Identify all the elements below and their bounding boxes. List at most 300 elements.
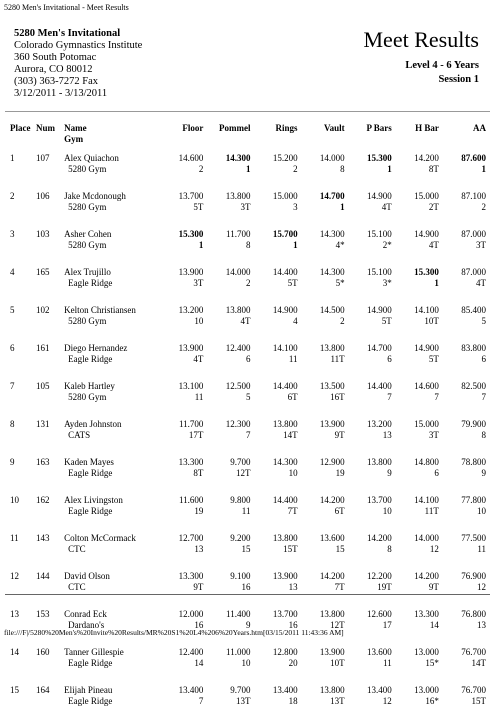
pbars-rank: 3* <box>382 278 392 288</box>
vault-score: 14.200 <box>319 495 345 505</box>
pommel-cell <box>203 229 250 267</box>
rings-score: 13.400 <box>272 685 298 695</box>
pbars-cell <box>345 381 392 419</box>
name-cell <box>64 267 156 305</box>
vault-score: 12.900 <box>319 457 345 467</box>
aa-rank: 15T <box>471 696 486 706</box>
table-row <box>10 267 486 305</box>
col-header-rings: Rings <box>275 123 298 133</box>
name-cell <box>64 457 156 495</box>
rings-score: 14.300 <box>272 457 298 467</box>
place-value: 13 <box>10 609 19 619</box>
vault-score: 13.800 <box>319 685 345 695</box>
athlete-name: Alex Trujillo <box>64 267 111 277</box>
col-header-floor: Floor <box>182 123 204 133</box>
pbars-cell <box>345 343 392 381</box>
vault-score: 14.200 <box>319 571 345 581</box>
floor-rank: 2 <box>198 164 204 174</box>
vault-cell <box>298 419 345 457</box>
floor-score: 14.600 <box>178 153 204 163</box>
pbars-cell <box>345 457 392 495</box>
aa-score: 79.900 <box>461 419 486 429</box>
division-label: Level 4 - 6 Years <box>405 60 479 71</box>
aa-score: 82.500 <box>461 381 486 391</box>
col-header-name <box>64 123 156 153</box>
vault-score: 14.500 <box>319 305 345 315</box>
athlete-gym: CTC <box>68 544 86 554</box>
athlete-name: Conrad Eck <box>64 609 107 619</box>
athlete-number: 107 <box>36 153 50 163</box>
place-cell <box>10 495 36 533</box>
pbars-score: 14.900 <box>367 191 392 201</box>
place-value: 5 <box>10 305 15 315</box>
hbar-cell <box>392 533 439 571</box>
place-value: 6 <box>10 343 15 353</box>
pbars-rank: 19T <box>377 582 392 592</box>
hbar-cell <box>392 191 439 229</box>
table-row <box>10 495 486 533</box>
aa-rank: 10 <box>477 506 486 516</box>
aa-rank: 4T <box>476 278 486 288</box>
pbars-score: 12.200 <box>367 571 392 581</box>
table-row <box>10 533 486 571</box>
window-title: 5280 Men's Invitational - Meet Results <box>4 3 129 12</box>
pbars-rank: 17 <box>382 620 392 630</box>
vault-rank: 6T <box>334 506 345 516</box>
hbar-score: 14.600 <box>414 381 439 391</box>
place-value: 15 <box>10 685 19 695</box>
hbar-score: 13.300 <box>414 609 439 619</box>
floor-score: 13.400 <box>178 685 204 695</box>
athlete-name: Alex Livingston <box>64 495 123 505</box>
pbars-rank: 4T <box>381 202 392 212</box>
place-value: 10 <box>10 495 19 505</box>
pommel-rank: 11 <box>241 506 251 516</box>
rings-score: 13.700 <box>272 609 298 619</box>
header-divider <box>5 111 490 112</box>
hbar-rank: 3T <box>428 430 439 440</box>
file-path-footer: file:///F|/5280%20Men's%20Invite%20Results/MR%20S1%20L4%206%20Years.htm[03/15/2011 11:43:36 AM] <box>4 628 344 637</box>
floor-score: 13.200 <box>178 305 204 315</box>
athlete-name: Jake Mcdonough <box>64 191 126 201</box>
athlete-name: Diego Hernandez <box>64 343 128 353</box>
vault-rank: 4* <box>335 240 345 250</box>
place-cell <box>10 229 36 267</box>
aa-cell <box>439 685 486 723</box>
num-cell <box>36 685 64 723</box>
vault-cell <box>298 457 345 495</box>
meet-host: Colorado Gymnastics Institute <box>14 40 143 51</box>
name-cell <box>64 495 156 533</box>
vault-rank: 7T <box>334 582 345 592</box>
aa-score: 76.900 <box>461 571 486 581</box>
meet-name: 5280 Men's Invitational <box>14 28 121 39</box>
vault-score: 13.800 <box>319 343 345 353</box>
rings-score: 14.400 <box>272 495 298 505</box>
num-cell <box>36 153 64 191</box>
place-value: 9 <box>10 457 15 467</box>
athlete-name: Kaleb Hartley <box>64 381 115 391</box>
rings-rank: 2 <box>293 164 298 174</box>
rings-score: 15.000 <box>272 191 298 201</box>
name-cell <box>64 419 156 457</box>
athlete-gym: CATS <box>68 430 91 440</box>
aa-rank: 12 <box>477 582 486 592</box>
pbars-score: 13.700 <box>367 495 392 505</box>
aa-rank: 8 <box>481 430 486 440</box>
floor-cell <box>156 305 203 343</box>
pommel-rank: 2 <box>245 278 251 288</box>
place-cell <box>10 571 36 609</box>
place-value: 14 <box>10 647 19 657</box>
floor-rank: 16 <box>194 620 204 630</box>
pommel-score: 9.100 <box>230 571 251 581</box>
place-cell <box>10 267 36 305</box>
aa-cell <box>439 191 486 229</box>
athlete-name: Colton McCormack <box>64 533 136 543</box>
pommel-rank: 7 <box>245 430 251 440</box>
aa-score: 78.800 <box>461 457 486 467</box>
rings-cell <box>250 495 297 533</box>
col-header-gym-label: Gym <box>64 134 84 144</box>
vault-score: 14.700 <box>319 191 345 201</box>
hbar-cell <box>392 343 439 381</box>
athlete-name: Alex Quiachon <box>64 153 119 163</box>
hbar-rank: 1 <box>434 278 439 288</box>
floor-rank: 13 <box>194 544 204 554</box>
floor-rank: 1 <box>198 240 204 250</box>
aa-cell <box>439 571 486 609</box>
rings-cell <box>250 305 297 343</box>
table-row <box>10 153 486 191</box>
aa-cell <box>439 457 486 495</box>
athlete-gym: 5280 Gym <box>68 240 107 250</box>
rings-rank: 5T <box>287 278 298 288</box>
num-cell <box>36 343 64 381</box>
place-value: 4 <box>10 267 15 277</box>
pommel-score: 13.800 <box>225 305 251 315</box>
rings-rank: 1 <box>293 240 298 250</box>
floor-cell <box>156 533 203 571</box>
pommel-score: 14.300 <box>225 153 251 163</box>
vault-cell <box>298 343 345 381</box>
num-cell <box>36 267 64 305</box>
name-cell <box>64 305 156 343</box>
hbar-cell <box>392 381 439 419</box>
num-cell <box>36 191 64 229</box>
hbar-rank: 14 <box>429 620 439 630</box>
athlete-number: 153 <box>36 609 50 619</box>
rings-cell <box>250 343 297 381</box>
pommel-score: 9.200 <box>230 533 251 543</box>
floor-score: 13.900 <box>178 267 204 277</box>
rings-rank: 11 <box>288 354 298 364</box>
athlete-number: 131 <box>36 419 50 429</box>
place-cell <box>10 533 36 571</box>
pbars-score: 13.800 <box>367 457 392 467</box>
rings-cell <box>250 457 297 495</box>
rings-cell <box>250 381 297 419</box>
pommel-rank: 9 <box>245 620 251 630</box>
athlete-name: Kelton Christiansen <box>64 305 136 315</box>
rings-cell <box>250 191 297 229</box>
pommel-score: 9.700 <box>230 457 251 467</box>
rings-score: 12.800 <box>272 647 298 657</box>
vault-cell <box>298 305 345 343</box>
pommel-cell <box>203 419 250 457</box>
pbars-score: 15.100 <box>367 229 392 239</box>
pbars-rank: 6 <box>387 354 392 364</box>
rings-score: 15.200 <box>272 153 298 163</box>
pommel-rank: 13T <box>235 696 251 706</box>
vault-cell <box>298 685 345 723</box>
athlete-name: David Olson <box>64 571 110 581</box>
floor-cell <box>156 457 203 495</box>
aa-cell <box>439 267 486 305</box>
pommel-score: 12.500 <box>225 381 251 391</box>
aa-score: 76.800 <box>461 609 486 619</box>
rings-cell <box>250 647 297 685</box>
table-row <box>10 191 486 229</box>
athlete-number: 106 <box>36 191 50 201</box>
aa-cell <box>439 153 486 191</box>
vault-rank: 12T <box>330 620 345 630</box>
num-cell <box>36 495 64 533</box>
place-cell <box>10 381 36 419</box>
floor-cell <box>156 343 203 381</box>
num-cell <box>36 419 64 457</box>
name-cell <box>64 571 156 609</box>
col-header-name-label: Name <box>64 123 87 133</box>
hbar-cell <box>392 153 439 191</box>
hbar-score: 14.200 <box>414 153 439 163</box>
vault-score: 13.800 <box>319 609 345 619</box>
results-heading <box>364 28 480 86</box>
hbar-cell <box>392 609 439 647</box>
rings-rank: 10 <box>288 468 298 478</box>
hbar-score: 13.000 <box>414 685 439 695</box>
name-cell <box>64 153 156 191</box>
aa-rank: 2 <box>481 202 486 212</box>
rings-rank: 4 <box>293 316 298 326</box>
pommel-rank: 8 <box>245 240 251 250</box>
vault-cell <box>298 533 345 571</box>
aa-cell <box>439 647 486 685</box>
aa-rank: 14T <box>471 658 486 668</box>
rings-cell <box>250 229 297 267</box>
floor-cell <box>156 267 203 305</box>
footer-divider <box>5 594 490 595</box>
floor-score: 15.300 <box>178 229 204 239</box>
pbars-cell <box>345 495 392 533</box>
name-cell <box>64 647 156 685</box>
hbar-score: 14.900 <box>414 229 439 239</box>
athlete-number: 165 <box>36 267 50 277</box>
vault-rank: 1 <box>340 202 345 212</box>
aa-score: 76.700 <box>461 685 486 695</box>
rings-score: 13.900 <box>272 571 298 581</box>
pommel-rank: 4T <box>240 316 251 326</box>
athlete-name: Kaden Mayes <box>64 457 114 467</box>
hbar-cell <box>392 647 439 685</box>
athlete-number: 164 <box>36 685 50 695</box>
vault-rank: 8 <box>340 164 345 174</box>
vault-rank: 2 <box>340 316 345 326</box>
athlete-gym: Dardano's <box>68 620 105 630</box>
floor-score: 11.700 <box>178 419 204 429</box>
vault-score: 13.500 <box>319 381 345 391</box>
pommel-cell <box>203 381 250 419</box>
athlete-gym: 5280 Gym <box>68 164 107 174</box>
aa-score: 77.800 <box>461 495 486 505</box>
aa-score: 85.400 <box>461 305 486 315</box>
athlete-gym: 5280 Gym <box>68 316 107 326</box>
vault-score: 13.900 <box>319 419 345 429</box>
col-header-pbars: P Bars <box>366 123 392 133</box>
vault-cell <box>298 191 345 229</box>
vault-rank: 5* <box>335 278 345 288</box>
vault-rank: 19 <box>335 468 345 478</box>
pbars-rank: 5T <box>381 316 392 326</box>
aa-rank: 5 <box>481 316 486 326</box>
place-cell <box>10 305 36 343</box>
athlete-name: Asher Cohen <box>64 229 112 239</box>
pbars-rank: 2* <box>382 240 392 250</box>
rings-score: 14.100 <box>272 343 298 353</box>
floor-score: 12.000 <box>178 609 204 619</box>
pbars-rank: 12 <box>382 696 392 706</box>
pbars-rank: 10 <box>382 506 392 516</box>
hbar-rank: 2T <box>428 202 439 212</box>
aa-cell <box>439 419 486 457</box>
pommel-cell <box>203 495 250 533</box>
pbars-score: 12.600 <box>367 609 392 619</box>
vault-score: 13.600 <box>319 533 345 543</box>
col-header-place: Place <box>10 123 31 133</box>
vault-rank: 11T <box>330 354 345 364</box>
athlete-number: 160 <box>36 647 50 657</box>
table-row <box>10 343 486 381</box>
num-cell <box>36 571 64 609</box>
athlete-number: 143 <box>36 533 50 543</box>
aa-score: 77.500 <box>461 533 486 543</box>
pbars-score: 15.300 <box>367 153 392 163</box>
pbars-score: 14.700 <box>367 343 392 353</box>
place-value: 7 <box>10 381 15 391</box>
rings-cell <box>250 153 297 191</box>
hbar-rank: 8T <box>428 164 439 174</box>
name-cell <box>64 533 156 571</box>
aa-rank: 7 <box>481 392 486 402</box>
vault-cell <box>298 229 345 267</box>
pommel-cell <box>203 571 250 609</box>
pbars-rank: 13 <box>382 430 392 440</box>
hbar-rank: 4T <box>428 240 439 250</box>
meet-dates: 3/12/2011 - 3/13/2011 <box>14 88 108 99</box>
rings-score: 13.800 <box>272 533 298 543</box>
results-body <box>10 153 486 723</box>
pommel-rank: 12T <box>235 468 251 478</box>
rings-score: 14.900 <box>272 305 298 315</box>
rings-cell <box>250 419 297 457</box>
pommel-rank: 3T <box>240 202 251 212</box>
table-row <box>10 457 486 495</box>
pommel-rank: 1 <box>245 164 251 174</box>
pommel-cell <box>203 533 250 571</box>
athlete-gym: CTC <box>68 582 86 592</box>
floor-cell <box>156 381 203 419</box>
rings-rank: 14T <box>283 430 298 440</box>
hbar-rank: 5T <box>428 354 439 364</box>
pommel-score: 9.800 <box>230 495 251 505</box>
hbar-score: 14.100 <box>414 495 439 505</box>
vault-rank: 16T <box>330 392 345 402</box>
pommel-rank: 6 <box>245 354 251 364</box>
meet-street: 360 South Potomac <box>14 52 97 63</box>
hbar-score: 14.000 <box>414 533 439 543</box>
rings-cell <box>250 533 297 571</box>
vault-rank: 9T <box>334 430 345 440</box>
floor-rank: 8T <box>193 468 204 478</box>
athlete-number: 105 <box>36 381 50 391</box>
aa-cell <box>439 305 486 343</box>
pbars-score: 14.400 <box>367 381 392 391</box>
session-label: Session 1 <box>438 74 479 85</box>
athlete-gym: Eagle Ridge <box>68 696 113 706</box>
pbars-cell <box>345 305 392 343</box>
pbars-cell <box>345 685 392 723</box>
rings-rank: 7T <box>287 506 298 516</box>
num-cell <box>36 381 64 419</box>
floor-rank: 9T <box>193 582 204 592</box>
hbar-score: 15.300 <box>414 267 439 277</box>
aa-rank: 6 <box>481 354 486 364</box>
vault-score: 13.900 <box>319 647 345 657</box>
aa-score: 87.600 <box>461 153 486 163</box>
pommel-score: 12.300 <box>225 419 251 429</box>
vault-cell <box>298 153 345 191</box>
pbars-rank: 1 <box>387 164 392 174</box>
pommel-score: 13.800 <box>225 191 251 201</box>
hbar-score: 14.900 <box>414 343 439 353</box>
pommel-cell <box>203 685 250 723</box>
hbar-score: 14.800 <box>414 457 439 467</box>
floor-score: 11.600 <box>178 495 204 505</box>
floor-score: 13.100 <box>178 381 204 391</box>
floor-rank: 19 <box>194 506 204 516</box>
hbar-score: 14.200 <box>414 571 439 581</box>
floor-rank: 17T <box>188 430 204 440</box>
rings-cell <box>250 571 297 609</box>
vault-cell <box>298 571 345 609</box>
pommel-cell <box>203 191 250 229</box>
floor-score: 13.900 <box>178 343 204 353</box>
floor-score: 12.700 <box>178 533 204 543</box>
hbar-rank: 15* <box>425 658 439 668</box>
pommel-cell <box>203 153 250 191</box>
athlete-gym: Eagle Ridge <box>68 278 113 288</box>
name-cell <box>64 343 156 381</box>
vault-score: 14.300 <box>319 229 345 239</box>
col-header-aa: AA <box>473 123 486 133</box>
vault-rank: 15 <box>335 544 345 554</box>
pbars-cell <box>345 191 392 229</box>
floor-rank: 7 <box>198 696 204 706</box>
pommel-cell <box>203 343 250 381</box>
vault-rank: 10T <box>330 658 345 668</box>
col-header-hbar: H Bar <box>415 123 439 133</box>
athlete-name: Ayden Johnston <box>64 419 122 429</box>
